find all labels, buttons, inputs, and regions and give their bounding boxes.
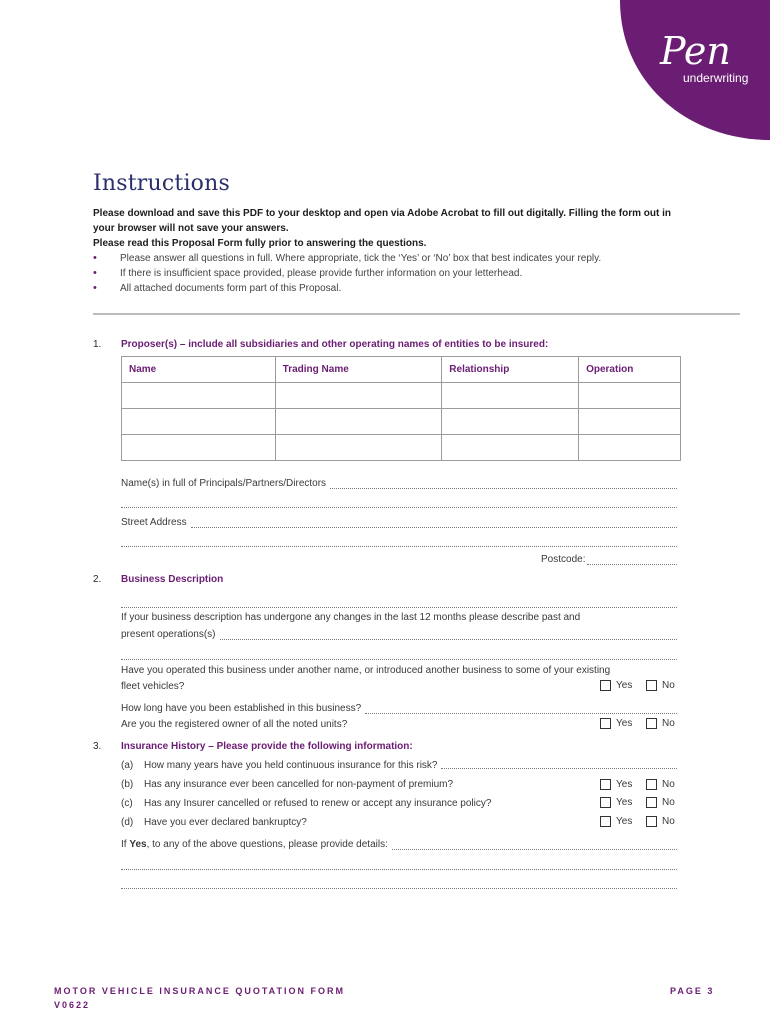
details-label: If Yes, to any of the above questions, please provide details:: [121, 839, 388, 850]
yes-checkbox[interactable]: [600, 816, 611, 827]
owner-no-option[interactable]: No: [646, 718, 675, 729]
history-d-no-option[interactable]: No: [646, 816, 675, 827]
details-field-continued[interactable]: [121, 856, 677, 870]
other-name-yes-option[interactable]: Yes: [600, 680, 632, 691]
section-3-title: Insurance History – Please provide the following information:: [121, 741, 413, 752]
table-row: [122, 435, 681, 461]
section-2-number: 2.: [93, 574, 102, 585]
section-1-title: Proposer(s) – include all subsidiaries and other operating names of entities to be insured:: [121, 339, 549, 350]
table-cell[interactable]: [122, 383, 276, 409]
table-cell[interactable]: [442, 383, 579, 409]
history-item-c: (c) Has any Insurer cancelled or refused to renew or accept any insurance policy?: [121, 798, 492, 809]
history-item-a[interactable]: (a) How many years have you held continuous insurance for this risk?: [121, 760, 677, 771]
history-item-d: (d) Have you ever declared bankruptcy?: [121, 817, 307, 828]
owner-yes-option[interactable]: Yes: [600, 718, 632, 729]
yes-checkbox[interactable]: [600, 718, 611, 729]
other-name-no-option[interactable]: No: [646, 680, 675, 691]
table-cell[interactable]: [275, 435, 442, 461]
yes-checkbox[interactable]: [600, 680, 611, 691]
pen-underwriting-logo: [620, 0, 770, 140]
other-name-question: Have you operated this business under another name, or introduced another business to some of your existing: [121, 665, 611, 676]
no-checkbox[interactable]: [646, 797, 657, 808]
column-header-name: Name: [122, 357, 276, 383]
past-operations-label: present operations(s): [121, 629, 216, 640]
yes-checkbox[interactable]: [600, 779, 611, 790]
established-field[interactable]: [121, 700, 677, 714]
instructions-block: [93, 206, 693, 296]
footer-form-name: MOTOR VEHICLE INSURANCE QUOTATION FORM: [54, 986, 345, 996]
footer-page-number: PAGE 3: [670, 986, 715, 996]
details-field[interactable]: [121, 836, 677, 850]
principals-field[interactable]: [121, 475, 677, 489]
table-cell[interactable]: [122, 409, 276, 435]
no-checkbox[interactable]: [646, 816, 657, 827]
list-item: • If there is insufficient space provided, please provide further information on your letterhead.: [93, 266, 693, 281]
section-3-number: 3.: [93, 741, 102, 752]
instruction-bullets: [93, 251, 693, 296]
history-c-no-option[interactable]: No: [646, 797, 675, 808]
no-checkbox[interactable]: [646, 680, 657, 691]
table-row: [122, 409, 681, 435]
past-operations-field-continued[interactable]: [121, 646, 677, 660]
section-1-number: 1.: [93, 339, 102, 350]
history-question-c: Has any Insurer cancelled or refused to renew or accept any insurance policy?: [144, 798, 492, 809]
table-cell[interactable]: [442, 409, 579, 435]
table-cell[interactable]: [579, 383, 681, 409]
established-label: How long have you been established in this business?: [121, 703, 362, 714]
table-cell[interactable]: [275, 383, 442, 409]
logo-subtitle: underwriting: [683, 71, 749, 85]
proposer-table: [121, 356, 681, 461]
street-address-label: Street Address: [121, 517, 187, 528]
business-description-field[interactable]: [121, 594, 677, 608]
owner-question: Are you the registered owner of all the noted units?: [121, 719, 348, 730]
table-cell[interactable]: [442, 435, 579, 461]
column-header-relationship: Relationship: [442, 357, 579, 383]
column-header-operation: Operation: [579, 357, 681, 383]
no-checkbox[interactable]: [646, 718, 657, 729]
details-field-continued[interactable]: [121, 875, 677, 889]
street-address-field-continued[interactable]: [121, 533, 677, 547]
column-header-trading-name: Trading Name: [275, 357, 442, 383]
yes-checkbox[interactable]: [600, 797, 611, 808]
history-item-b: (b) Has any insurance ever been cancelled for non-payment of premium?: [121, 779, 454, 790]
read-instruction: Please read this Proposal Form fully prior to answering the questions.: [93, 238, 427, 249]
table-cell[interactable]: [275, 409, 442, 435]
table-cell[interactable]: [579, 409, 681, 435]
history-question-a: How many years have you held continuous insurance for this risk?: [144, 760, 438, 771]
changes-question: If your business description has undergone any changes in the last 12 months please describe past and: [121, 612, 581, 623]
table-cell[interactable]: [579, 435, 681, 461]
table-cell[interactable]: [122, 435, 276, 461]
history-question-b: Has any insurance ever been cancelled for non-payment of premium?: [144, 779, 454, 790]
list-item: • Please answer all questions in full. Where appropriate, tick the ‘Yes’ or ‘No’ box that best indicates your reply.: [93, 251, 693, 266]
principals-field-continued[interactable]: [121, 494, 677, 508]
history-b-no-option[interactable]: No: [646, 779, 675, 790]
section-2-title: Business Description: [121, 574, 224, 585]
history-d-yes-option[interactable]: Yes: [600, 816, 632, 827]
other-name-question-line2: fleet vehicles?: [121, 681, 185, 692]
table-row: [122, 383, 681, 409]
history-b-yes-option[interactable]: Yes: [600, 779, 632, 790]
logo-wordmark: Pen: [660, 29, 731, 73]
postcode-field[interactable]: [541, 551, 677, 565]
past-operations-field[interactable]: [121, 626, 677, 640]
street-address-field[interactable]: [121, 514, 677, 528]
no-checkbox[interactable]: [646, 779, 657, 790]
footer-version: V0622: [54, 1000, 91, 1010]
history-question-d: Have you ever declared bankruptcy?: [144, 817, 307, 828]
section-divider: [93, 313, 740, 315]
history-c-yes-option[interactable]: Yes: [600, 797, 632, 808]
page-title: Instructions: [93, 171, 230, 196]
download-instruction: Please download and save this PDF to your desktop and open via Adobe Acrobat to fill out digitally. Filling the form out in your browser will not save your answers.: [93, 208, 672, 234]
list-item: • All attached documents form part of this Proposal.: [93, 281, 693, 296]
principals-label: Name(s) in full of Principals/Partners/Directors: [121, 478, 327, 489]
postcode-label: Postcode:: [541, 554, 586, 565]
